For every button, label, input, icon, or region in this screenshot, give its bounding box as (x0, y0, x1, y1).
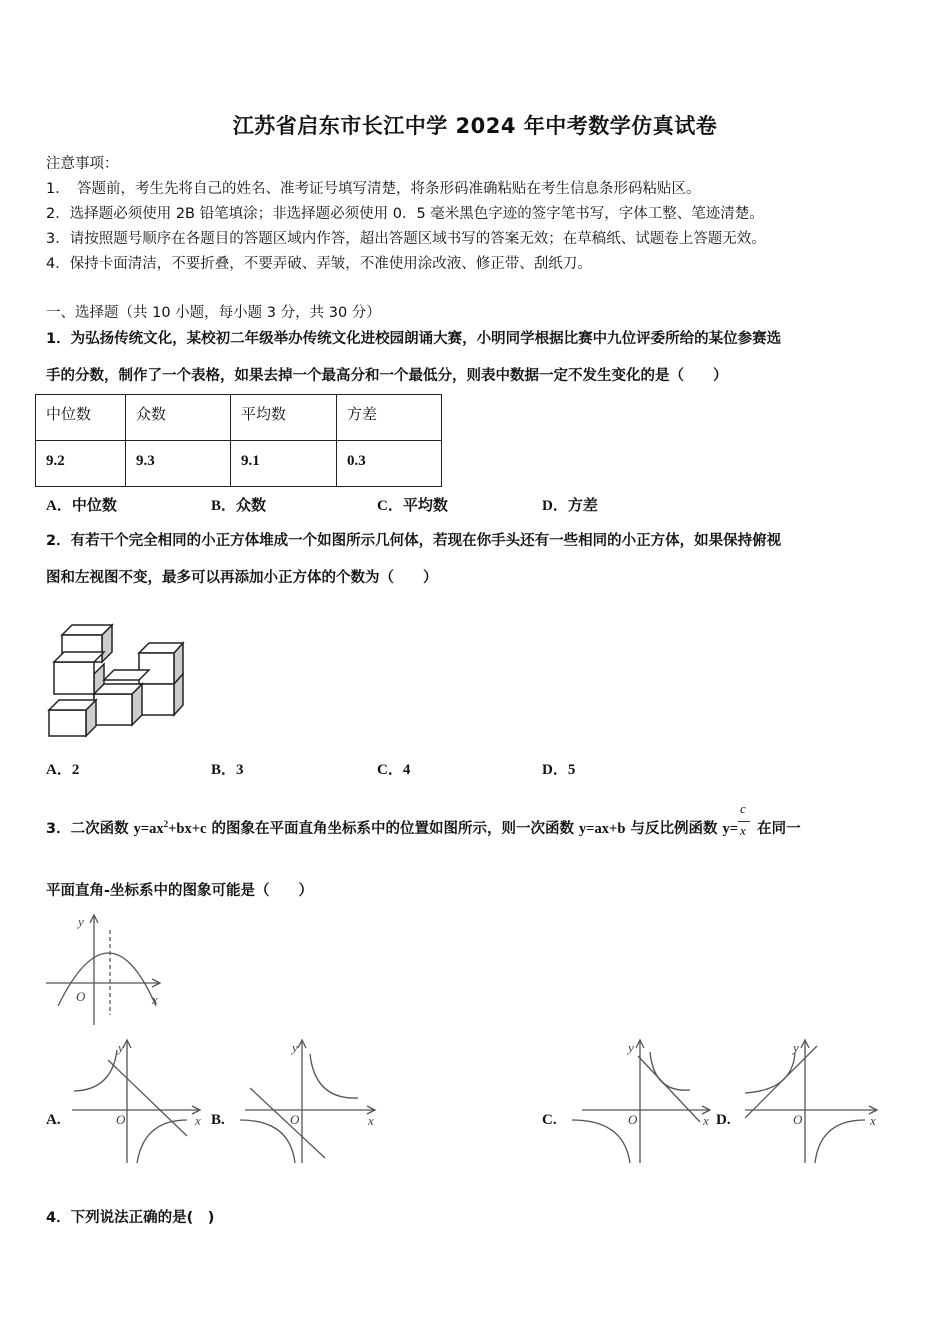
table-cell: 9.1 (231, 441, 337, 487)
option-letter: D． (542, 762, 568, 778)
x-axis-label: x (152, 992, 158, 1007)
q3-text-mid2: 与反比例函数 (625, 821, 723, 837)
q3-text-prefix: 3．二次函数 (46, 821, 134, 837)
option-letter: A． (46, 762, 72, 778)
exponent: 2 (163, 819, 169, 830)
q2-option-d[interactable] (542, 758, 575, 779)
origin-label: O (793, 1112, 803, 1127)
option-letter: D. (716, 1112, 731, 1128)
table-header-cell: 众数 (126, 395, 231, 441)
option-text: 5 (567, 762, 576, 778)
option-letter: C. (542, 1112, 557, 1128)
option-letter: C． (377, 762, 403, 778)
fraction-bar (738, 821, 750, 822)
q2-option-c[interactable] (377, 758, 410, 779)
option-letter: D． (542, 498, 568, 514)
fraction-numerator: c (740, 801, 746, 816)
fraction (738, 801, 752, 839)
option-letter: B． (211, 498, 237, 514)
cube-stack-figure (44, 600, 189, 740)
q1-option-d[interactable] (542, 494, 598, 515)
option-d-graph[interactable] (745, 1038, 885, 1168)
table-header-cell: 中位数 (36, 395, 126, 441)
y-axis-label: y (628, 1040, 634, 1055)
q3-text-suffix: 在同一 (752, 821, 801, 837)
x-axis-label: x (368, 1113, 374, 1128)
q1-stats-table (35, 394, 442, 487)
option-text: 平均数 (402, 496, 448, 514)
option-text: 中位数 (71, 496, 117, 514)
y-axis-label: y (793, 1040, 799, 1055)
q1-option-b[interactable] (211, 494, 266, 515)
parabola-figure (44, 910, 164, 1025)
q2-text-line1: 2．有若干个完全相同的小正方体堆成一个如图所示几何体，若现在你手头还有一些相同的小正方体，如果保持俯视 (46, 533, 782, 549)
table-cell: 9.3 (126, 441, 231, 487)
origin-label: O (76, 989, 86, 1004)
option-letter: B. (211, 1112, 225, 1128)
q2-text-line2: 图和左视图不变，最多可以再添加小正方体的个数为（ ） (46, 570, 438, 586)
notice-item-4: 4．保持卡面清洁，不要折叠，不要弄破、弄皱，不准使用涂改液、修正带、刮纸刀。 (46, 256, 592, 272)
table-cell: 0.3 (337, 441, 442, 487)
option-letter: A． (46, 498, 72, 514)
q1-text-line2: 手的分数，制作了一个表格，如果去掉一个最高分和一个最低分，则表中数据一定不发生变化的是（ ） (46, 368, 728, 384)
inverse-formula-lhs: y= (722, 821, 739, 837)
origin-label: O (290, 1112, 300, 1127)
notice-item-1: 1． 答题前，考生先将自己的姓名、准考证号填写清楚，将条形码准确粘贴在考生信息条形码粘贴区。 (46, 181, 701, 197)
option-b-graph[interactable] (240, 1038, 380, 1168)
x-axis-label: x (870, 1113, 876, 1128)
quadratic-formula: y=ax (133, 821, 164, 837)
option-letter: A. (46, 1112, 61, 1128)
q3-option-b[interactable] (211, 1110, 225, 1129)
q2-option-a[interactable] (46, 758, 79, 779)
page-title: 江苏省启东市长江中学 2024 年中考数学仿真试卷 (232, 114, 718, 138)
option-text: 4 (402, 762, 411, 778)
origin-label: O (116, 1112, 126, 1127)
table-header-cell: 方差 (337, 395, 442, 441)
quadratic-formula-tail: +bx+c (168, 821, 207, 837)
option-a-graph[interactable] (72, 1038, 207, 1168)
table-row (36, 441, 442, 487)
origin-label: O (628, 1112, 638, 1127)
q4-text-line1: 4．下列说法正确的是( ) (46, 1210, 215, 1226)
option-text: 3 (236, 762, 244, 778)
y-axis-label: y (118, 1040, 124, 1055)
q1-option-c[interactable] (377, 494, 448, 515)
table-header-row (36, 395, 442, 441)
table-cell: 9.2 (36, 441, 126, 487)
linear-formula: y=ax+b (579, 821, 626, 837)
q2-option-b[interactable] (211, 758, 244, 779)
q3-text-mid: 的图象在平面直角坐标系中的位置如图所示，则一次函数 (206, 821, 580, 837)
option-letter: C． (377, 498, 403, 514)
x-axis-label: x (195, 1113, 201, 1128)
x-axis-label: x (703, 1113, 709, 1128)
option-text: 2 (71, 762, 80, 778)
q3-option-c[interactable] (542, 1110, 557, 1129)
option-c-graph[interactable] (572, 1038, 712, 1168)
y-axis-label: y (78, 914, 84, 929)
q3-text-line1 (46, 801, 801, 839)
notice-item-2: 2．选择题必须使用 2B 铅笔填涂；非选择题必须使用 0．5 毫米黑色字迹的签字笔书写，字体工整、笔迹清楚。 (46, 206, 764, 222)
table-header-cell: 平均数 (231, 395, 337, 441)
notice-item-3: 3．请按照题号顺序在各题目的答题区域内作答，超出答题区域书写的答案无效；在草稿纸、试题卷上答题无效。 (46, 231, 766, 247)
notice-heading: 注意事项： (46, 156, 119, 172)
option-text: 众数 (236, 496, 267, 514)
q3-option-d[interactable] (716, 1110, 731, 1129)
option-letter: B． (211, 762, 237, 778)
y-axis-label: y (292, 1040, 298, 1055)
q1-option-a[interactable] (46, 494, 117, 515)
option-text: 方差 (567, 496, 598, 514)
q3-option-a[interactable] (46, 1110, 61, 1129)
section-heading: 一、选择题（共 10 小题，每小题 3 分，共 30 分） (46, 305, 381, 321)
fraction-denominator: x (740, 823, 746, 838)
q3-text-line2: 平面直角-坐标系中的图象可能是（ ） (46, 883, 314, 899)
q1-text-line1: 1．为弘扬传统文化，某校初二年级举办传统文化进校园朗诵大赛，小明同学根据比赛中九位评委所给的某位参赛选 (46, 331, 782, 347)
